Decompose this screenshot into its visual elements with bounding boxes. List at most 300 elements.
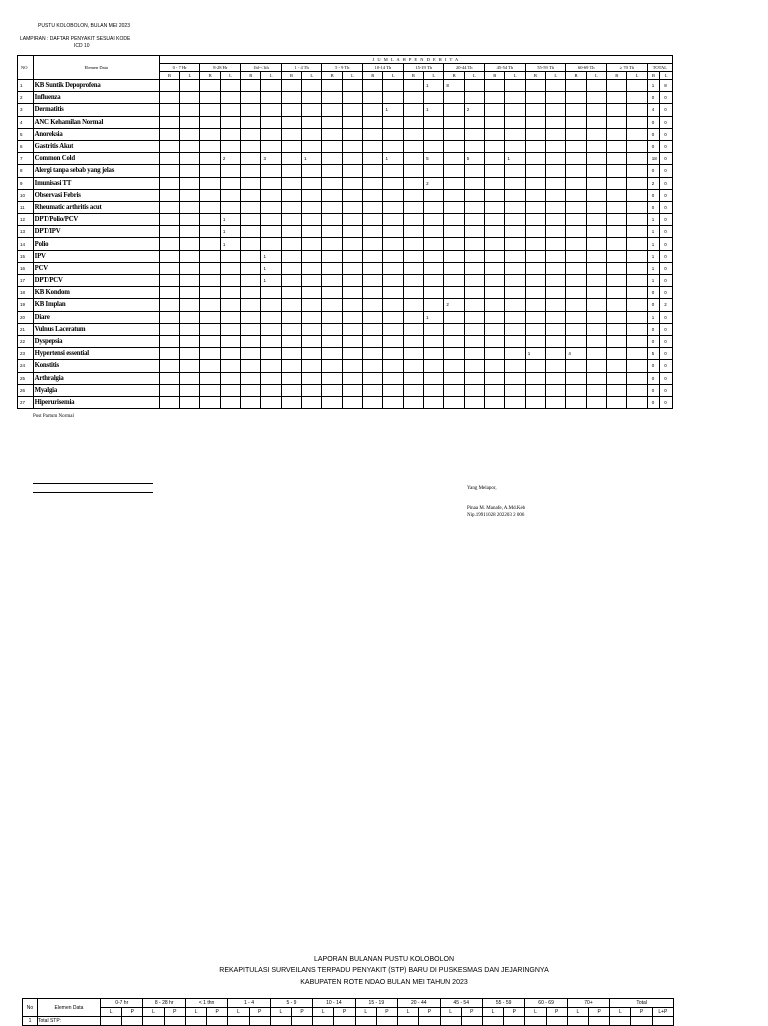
row-value — [505, 189, 525, 201]
row-no: 10 — [18, 189, 34, 201]
row-value — [159, 140, 179, 152]
header-age-group: 60-69 Th — [566, 64, 607, 72]
row-value — [220, 92, 240, 104]
row-value — [505, 92, 525, 104]
row-value — [627, 177, 647, 189]
row-value — [444, 153, 464, 165]
row-total-l: 8 — [660, 80, 673, 92]
row-value — [241, 128, 261, 140]
row-value — [180, 214, 200, 226]
row-value — [261, 311, 281, 323]
row-value — [159, 360, 179, 372]
stp-cell — [355, 1017, 376, 1026]
row-value — [627, 384, 647, 396]
row-value — [261, 165, 281, 177]
row-value — [180, 128, 200, 140]
row-value — [444, 384, 464, 396]
row-value — [424, 262, 444, 274]
row-value — [322, 92, 342, 104]
row-value — [403, 189, 423, 201]
row-value — [566, 80, 586, 92]
icd-label: ICD 10 — [74, 43, 90, 49]
stp-header-age: 70+ — [567, 999, 609, 1008]
row-value — [627, 299, 647, 311]
row-value — [546, 250, 566, 262]
row-value — [485, 323, 505, 335]
row-value — [607, 128, 627, 140]
row-value — [383, 165, 403, 177]
row-value — [200, 323, 220, 335]
row-value — [485, 360, 505, 372]
row-value — [444, 189, 464, 201]
row-value — [220, 80, 240, 92]
row-value — [281, 165, 301, 177]
row-no: 24 — [18, 360, 34, 372]
row-value — [281, 214, 301, 226]
row-value — [322, 287, 342, 299]
row-value — [261, 384, 281, 396]
stp-cell — [546, 1017, 567, 1026]
row-total-l: 2 — [660, 299, 673, 311]
row-elemen: Dermatitis — [33, 104, 159, 116]
row-value — [546, 201, 566, 213]
row-elemen: Arthralgia — [33, 372, 159, 384]
row-value — [281, 384, 301, 396]
row-value — [607, 116, 627, 128]
row-value — [485, 92, 505, 104]
disease-table — [17, 55, 673, 409]
row-value — [505, 323, 525, 335]
row-value — [464, 262, 484, 274]
row-value — [505, 104, 525, 116]
row-value — [444, 116, 464, 128]
row-value — [485, 165, 505, 177]
row-value — [363, 177, 383, 189]
row-value — [403, 275, 423, 287]
row-value — [363, 116, 383, 128]
row-value — [424, 372, 444, 384]
row-value — [261, 372, 281, 384]
row-value — [403, 250, 423, 262]
row-total-b: 0 — [647, 287, 660, 299]
row-value — [403, 238, 423, 250]
row-value — [322, 262, 342, 274]
row-value — [505, 372, 525, 384]
row-value — [546, 80, 566, 92]
row-value — [607, 226, 627, 238]
row-value — [322, 140, 342, 152]
row-value — [586, 92, 606, 104]
row-total-b: 1 — [647, 214, 660, 226]
row-total-l: 0 — [660, 238, 673, 250]
row-value — [220, 275, 240, 287]
header-sex: L — [342, 72, 362, 80]
row-value — [464, 335, 484, 347]
row-value — [485, 116, 505, 128]
row-value — [607, 201, 627, 213]
row-value: 1 — [220, 238, 240, 250]
stp-header-age: 1 - 4 — [228, 999, 270, 1008]
row-value — [444, 165, 464, 177]
row-value — [241, 226, 261, 238]
row-value — [363, 396, 383, 408]
stp-header-sex: P — [207, 1008, 228, 1017]
row-value — [241, 201, 261, 213]
row-value — [180, 238, 200, 250]
row-elemen: Anoreksia — [33, 128, 159, 140]
row-value — [261, 238, 281, 250]
row-value — [546, 153, 566, 165]
row-value — [363, 250, 383, 262]
row-value: 1 — [302, 153, 322, 165]
row-value — [444, 262, 464, 274]
row-value — [566, 165, 586, 177]
header-sex: L — [383, 72, 403, 80]
row-value — [546, 189, 566, 201]
row-value — [546, 128, 566, 140]
row-value — [546, 287, 566, 299]
row-value — [281, 238, 301, 250]
row-value — [363, 92, 383, 104]
row-value — [159, 104, 179, 116]
stp-cell — [228, 1017, 249, 1026]
table-row — [18, 299, 673, 311]
row-value — [159, 299, 179, 311]
row-value — [220, 311, 240, 323]
row-value — [261, 323, 281, 335]
row-value — [505, 128, 525, 140]
row-value — [403, 384, 423, 396]
row-value: 1 — [383, 153, 403, 165]
stp-header-age: 45 - 54 — [440, 999, 482, 1008]
row-value — [485, 201, 505, 213]
row-value — [363, 287, 383, 299]
row-no: 4 — [18, 116, 34, 128]
row-value — [546, 396, 566, 408]
row-total-l: 0 — [660, 262, 673, 274]
row-value — [159, 348, 179, 360]
row-value: 1 — [220, 226, 240, 238]
row-value — [403, 396, 423, 408]
row-value — [505, 384, 525, 396]
row-value — [220, 128, 240, 140]
row-value — [485, 287, 505, 299]
row-value — [485, 128, 505, 140]
stp-cell — [482, 1017, 503, 1026]
row-elemen: DPT/PCV — [33, 275, 159, 287]
row-value — [586, 311, 606, 323]
row-value — [180, 384, 200, 396]
row-total-l: 0 — [660, 323, 673, 335]
row-value — [261, 104, 281, 116]
row-elemen: KB Kondom — [33, 287, 159, 299]
row-value — [363, 104, 383, 116]
row-value — [383, 323, 403, 335]
row-value: 1 — [525, 348, 545, 360]
row-value — [241, 299, 261, 311]
row-value — [363, 299, 383, 311]
row-no: 23 — [18, 348, 34, 360]
stp-header-sex: L — [143, 1008, 164, 1017]
row-value — [586, 323, 606, 335]
row-value — [200, 299, 220, 311]
row-value — [485, 372, 505, 384]
header-age-group: 1 - 4 Th — [281, 64, 322, 72]
row-value — [403, 299, 423, 311]
row-value — [281, 360, 301, 372]
row-value — [241, 153, 261, 165]
stp-cell — [291, 1017, 312, 1026]
row-value — [566, 311, 586, 323]
row-value — [281, 80, 301, 92]
row-value — [566, 177, 586, 189]
row-value — [383, 116, 403, 128]
row-value — [302, 262, 322, 274]
row-value — [159, 214, 179, 226]
table-row — [18, 238, 673, 250]
header-age-group: 8-28 Hr — [200, 64, 241, 72]
row-value — [627, 396, 647, 408]
row-value — [302, 201, 322, 213]
row-value — [546, 226, 566, 238]
row-value — [566, 384, 586, 396]
row-value — [525, 104, 545, 116]
row-total-l: 0 — [660, 165, 673, 177]
row-value — [485, 104, 505, 116]
stp-header-sex: L — [228, 1008, 249, 1017]
row-value — [485, 262, 505, 274]
row-value — [322, 299, 342, 311]
row-no: 26 — [18, 384, 34, 396]
row-value — [546, 360, 566, 372]
row-value — [525, 396, 545, 408]
stp-header-sex: L — [101, 1008, 122, 1017]
row-total-b: 0 — [647, 323, 660, 335]
row-value — [464, 80, 484, 92]
row-value — [159, 335, 179, 347]
row-value — [281, 104, 301, 116]
row-value — [464, 275, 484, 287]
row-value — [424, 360, 444, 372]
row-total-l: 0 — [660, 335, 673, 347]
row-value — [607, 348, 627, 360]
row-value — [566, 116, 586, 128]
stp-cell — [525, 1017, 546, 1026]
row-value — [566, 128, 586, 140]
stp-cell — [419, 1017, 440, 1026]
row-value — [200, 348, 220, 360]
stp-header-sex: P — [419, 1008, 440, 1017]
row-value — [424, 214, 444, 226]
row-value — [586, 396, 606, 408]
row-value — [220, 360, 240, 372]
table-row — [18, 226, 673, 238]
row-value — [607, 335, 627, 347]
row-no: 13 — [18, 226, 34, 238]
row-value: 2 — [424, 177, 444, 189]
row-value — [485, 80, 505, 92]
row-value — [383, 372, 403, 384]
row-value — [485, 275, 505, 287]
row-value — [302, 80, 322, 92]
row-total-b: 18 — [647, 153, 660, 165]
row-value — [444, 250, 464, 262]
stp-header-sex: L — [398, 1008, 419, 1017]
row-value — [322, 128, 342, 140]
row-value — [261, 80, 281, 92]
stp-header-sex: P — [631, 1008, 652, 1017]
header-sex: B — [159, 72, 179, 80]
row-value — [220, 372, 240, 384]
row-value — [424, 250, 444, 262]
stp-header-sex: P — [334, 1008, 355, 1017]
header-sex: L — [660, 72, 673, 80]
row-total-b: 0 — [647, 335, 660, 347]
row-value — [302, 372, 322, 384]
row-value — [200, 189, 220, 201]
row-value — [241, 238, 261, 250]
row-value — [586, 140, 606, 152]
row-value — [200, 396, 220, 408]
row-value — [281, 275, 301, 287]
row-value — [505, 262, 525, 274]
row-value — [607, 372, 627, 384]
row-value — [505, 250, 525, 262]
row-value — [505, 201, 525, 213]
row-no: 5 — [18, 128, 34, 140]
row-value: 5 — [464, 153, 484, 165]
row-elemen: Konstitis — [33, 360, 159, 372]
report-title: PUSTU KOLOBOLON, BULAN MEI 2023 — [38, 23, 130, 29]
row-value — [180, 287, 200, 299]
row-value — [322, 360, 342, 372]
row-value — [444, 396, 464, 408]
row-total-b: 5 — [647, 348, 660, 360]
row-no: 6 — [18, 140, 34, 152]
row-value — [342, 80, 362, 92]
row-value — [383, 214, 403, 226]
row-value — [403, 128, 423, 140]
row-no: 27 — [18, 396, 34, 408]
row-value — [322, 226, 342, 238]
row-value — [383, 140, 403, 152]
row-value — [607, 360, 627, 372]
row-value — [525, 250, 545, 262]
row-value — [566, 360, 586, 372]
row-value — [546, 372, 566, 384]
row-value — [302, 238, 322, 250]
row-value — [485, 238, 505, 250]
row-value — [485, 384, 505, 396]
row-value — [342, 299, 362, 311]
row-value — [281, 323, 301, 335]
row-value — [261, 299, 281, 311]
row-value — [241, 384, 261, 396]
row-value — [159, 80, 179, 92]
row-total-l: 0 — [660, 92, 673, 104]
row-elemen: KB Implan — [33, 299, 159, 311]
row-value — [525, 92, 545, 104]
row-value — [505, 396, 525, 408]
row-value — [281, 92, 301, 104]
row-value — [383, 238, 403, 250]
row-value — [485, 226, 505, 238]
row-value — [363, 201, 383, 213]
row-value — [403, 201, 423, 213]
row-value — [220, 323, 240, 335]
row-total-b: 0 — [647, 128, 660, 140]
row-value — [627, 189, 647, 201]
row-value — [159, 372, 179, 384]
row-value — [241, 165, 261, 177]
row-value — [200, 287, 220, 299]
row-value — [546, 262, 566, 274]
row-value — [525, 153, 545, 165]
row-elemen: Hypertensi essential — [33, 348, 159, 360]
row-value — [200, 275, 220, 287]
row-value — [505, 140, 525, 152]
row-value — [586, 153, 606, 165]
row-value — [363, 372, 383, 384]
row-total-b: 0 — [647, 140, 660, 152]
row-value — [342, 104, 362, 116]
header-age-group: 1bl-<1th — [241, 64, 282, 72]
row-value — [505, 335, 525, 347]
row-value — [424, 201, 444, 213]
row-value — [383, 201, 403, 213]
row-value — [342, 323, 362, 335]
row-no: 15 — [18, 250, 34, 262]
row-value — [180, 299, 200, 311]
stp-header-age: Total — [610, 999, 674, 1008]
row-value — [607, 140, 627, 152]
row-value — [627, 311, 647, 323]
row-value — [180, 360, 200, 372]
row-value — [403, 153, 423, 165]
row-value — [566, 104, 586, 116]
row-elemen: DPT/Polio/PCV — [33, 214, 159, 226]
stp-header-age: 5 - 9 — [270, 999, 312, 1008]
row-value — [464, 189, 484, 201]
row-value — [322, 80, 342, 92]
row-value — [342, 140, 362, 152]
row-value — [302, 275, 322, 287]
table-row — [18, 372, 673, 384]
row-value — [403, 92, 423, 104]
row-value — [444, 238, 464, 250]
row-elemen: Diare — [33, 311, 159, 323]
row-value — [363, 153, 383, 165]
row-total-b: 0 — [647, 360, 660, 372]
row-value — [180, 140, 200, 152]
row-value — [485, 299, 505, 311]
row-value — [261, 92, 281, 104]
row-value — [342, 92, 362, 104]
row-total-l: 0 — [660, 250, 673, 262]
row-value — [322, 348, 342, 360]
row-elemen: Gastritis Akut — [33, 140, 159, 152]
stp-header-sex: L — [482, 1008, 503, 1017]
row-value — [220, 287, 240, 299]
row-value — [281, 311, 301, 323]
row-value — [302, 116, 322, 128]
row-no: 8 — [18, 165, 34, 177]
row-value — [566, 299, 586, 311]
row-value — [261, 214, 281, 226]
row-value: 1 — [261, 262, 281, 274]
row-no: 3 — [18, 104, 34, 116]
row-value — [281, 287, 301, 299]
